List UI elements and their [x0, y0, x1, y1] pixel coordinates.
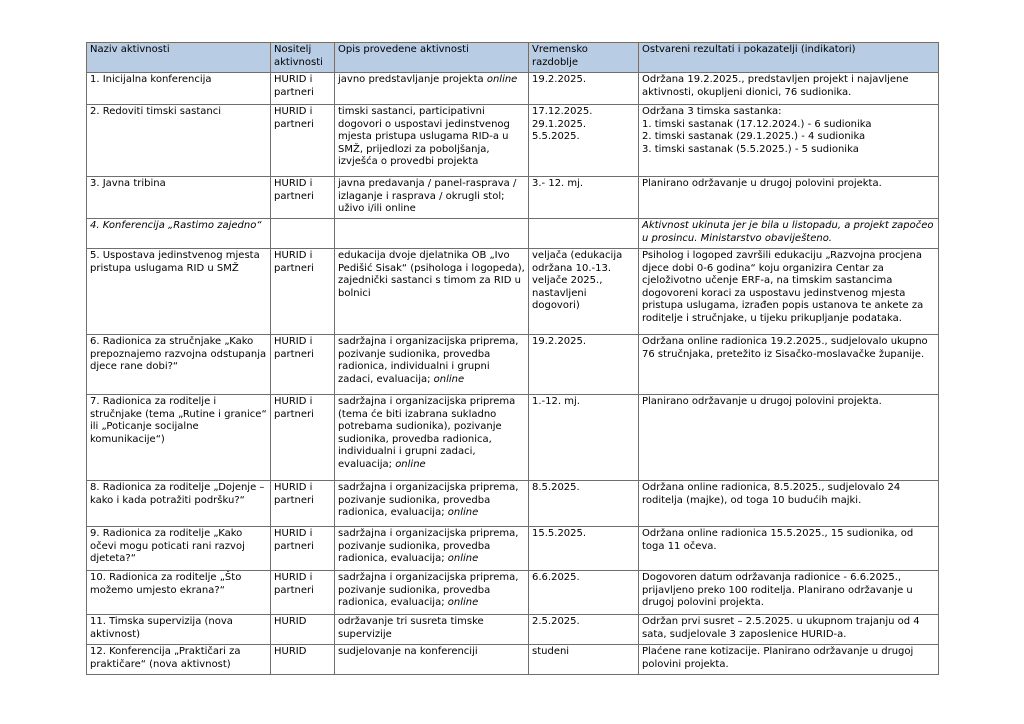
description-text: sadržajna i organizacijska priprema, pozivanje sudionika, provedba radionica, evaluacija; — [338, 572, 519, 608]
activity-holder-cell: HURID i partneri — [271, 395, 335, 481]
activities-table — [86, 42, 939, 675]
description-online-text: online — [447, 553, 479, 564]
table-row — [87, 219, 939, 249]
activity-name-cell: 12. Konferencija „Praktičari za praktičare“ (nova aktivnost) — [87, 645, 271, 675]
table-row — [87, 571, 939, 615]
activity-name-cell: 6. Radionica za stručnjake „Kako prepoznajemo razvojna odstupanja djece rane dobi?“ — [87, 335, 271, 395]
activity-name-cell: 7. Radionica za roditelje i stručnjake (tema „Rutine i granice“ ili „Poticanje socijalne komunikacije“) — [87, 395, 271, 481]
time-period-cell: 3.- 12. mj. — [529, 177, 639, 219]
description-text: edukacija dvoje djelatnika OB „Ivo Pedišić Sisak“ (psihologa i logopeda), zajednički sastanci s timom za RID u bolnici — [338, 250, 525, 299]
activity-holder-cell: HURID — [271, 615, 335, 645]
description-text: javna predavanja / panel-rasprava / izlaganje i rasprava / okrugli stol; uživo i/ili online — [338, 178, 517, 214]
time-period-cell: studeni — [529, 645, 639, 675]
time-period-cell: 2.5.2025. — [529, 615, 639, 645]
description-online-text: online — [395, 458, 426, 470]
description-online-text: online — [447, 507, 479, 518]
time-period-cell: 1.-12. mj. — [529, 395, 639, 481]
header-time-period: Vremensko razdoblje — [529, 43, 639, 73]
activity-holder-cell: HURID i partneri — [271, 105, 335, 177]
header-results: Ostvareni rezultati i pokazatelji (indikatori) — [639, 43, 939, 73]
activity-description-cell — [335, 105, 529, 177]
activity-holder-cell: HURID i partneri — [271, 177, 335, 219]
results-cell: Održana 19.2.2025., predstavljen projekt i najavljene aktivnosti, okupljeni dionici, 76 sudionika. — [639, 73, 939, 105]
results-cell: Plaćene rane kotizacije. Planirano održavanje u drugoj polovini projekta. — [639, 645, 939, 675]
activity-description-cell — [335, 395, 529, 481]
time-period-cell: 17.12.2025. 29.1.2025. 5.5.2025. — [529, 105, 639, 177]
table-row — [87, 645, 939, 675]
description-text: sadržajna i organizacijska priprema, pozivanje sudionika, provedba radionica, individualni i grupni zadaci, evaluacija; — [338, 336, 519, 385]
activity-name-cell: 10. Radionica za roditelje „Što možemo umjesto ekrana?“ — [87, 571, 271, 615]
activity-name-cell: 11. Timska supervizija (nova aktivnost) — [87, 615, 271, 645]
activity-name-cell: 9. Radionica za roditelje „Kako očevi mogu poticati rani razvoj djeteta?“ — [87, 527, 271, 571]
activity-description-cell — [335, 615, 529, 645]
activity-holder-cell: HURID i partneri — [271, 481, 335, 527]
description-text: sadržajna i organizacijska priprema, pozivanje sudionika, provedba radionica, evaluacija; — [338, 528, 519, 564]
results-cell: Aktivnost ukinuta jer je bila u listopadu, a projekt započeo u prosincu. Ministarstvo obaviješteno. — [639, 219, 939, 249]
description-online-text: online — [433, 373, 465, 385]
activity-holder-cell: HURID — [271, 645, 335, 675]
results-cell: Planirano održavanje u drugoj polovini projekta. — [639, 395, 939, 481]
table-row — [87, 395, 939, 481]
header-activity-name: Naziv aktivnosti — [87, 43, 271, 73]
activity-holder-cell: HURID i partneri — [271, 249, 335, 335]
header-activity-description: Opis provedene aktivnosti — [335, 43, 529, 73]
table-header — [87, 43, 939, 73]
results-cell: Psiholog i logoped završili edukaciju „Razvojna procjena djece dobi 0-6 godina“ koju organizira Centar za cjeloživotno učenje ERF-a, na timskim sastancima dogovoreni koraci za uspostavu jedinstvenog mjesta pristupa uslugama, izrađen popis ustanova te ankete za roditelje i stručnjake, u tijeku prikupljanje podataka. — [639, 249, 939, 335]
activity-holder-cell: HURID i partneri — [271, 571, 335, 615]
activity-name-cell: 2. Redoviti timski sastanci — [87, 105, 271, 177]
activity-holder-cell — [271, 219, 335, 249]
activity-holder-cell: HURID i partneri — [271, 73, 335, 105]
table-row — [87, 615, 939, 645]
activity-name-cell: 5. Uspostava jedinstvenog mjesta pristupa uslugama RID u SMŽ — [87, 249, 271, 335]
table-row — [87, 481, 939, 527]
table-row — [87, 177, 939, 219]
activity-description-cell — [335, 527, 529, 571]
time-period-cell — [529, 219, 639, 249]
results-cell: Održana online radionica 19.2.2025., sudjelovalo ukupno 76 stručnjaka, pretežito iz Sisačko-moslavačke županije. — [639, 335, 939, 395]
activity-holder-cell: HURID i partneri — [271, 527, 335, 571]
time-period-cell: 15.5.2025. — [529, 527, 639, 571]
description-text: timski sastanci, participativni dogovori o uspostavi jedinstvenog mjesta pristupa uslugama RID-a u SMŽ, prijedlozi za poboljšanja, izvješća o provedbi projekta — [338, 106, 510, 167]
table-row — [87, 73, 939, 105]
activity-description-cell — [335, 481, 529, 527]
results-cell: Dogovoren datum održavanja radionice - 6.6.2025., prijavljeno preko 100 roditelja. Planirano održavanje u drugoj polovini projekta. — [639, 571, 939, 615]
activity-description-cell — [335, 335, 529, 395]
table-row — [87, 249, 939, 335]
table-row — [87, 105, 939, 177]
activity-description-cell — [335, 73, 529, 105]
description-online-text: online — [447, 597, 479, 608]
time-period-cell: veljača (edukacija održana 10.-13. veljače 2025., nastavljeni dogovori) — [529, 249, 639, 335]
activity-holder-cell: HURID i partneri — [271, 335, 335, 395]
description-text: javno predstavljanje projekta — [338, 74, 487, 85]
time-period-cell: 6.6.2025. — [529, 571, 639, 615]
description-text: sudjelovanje na konferenciji — [338, 646, 478, 657]
results-cell: Održana 3 timska sastanka: 1. timski sastanak (17.12.2024.) - 6 sudionika 2. timski sastanak (29.1.2025.) - 4 sudionika 3. timski sastanak (5.5.2025.) - 5 sudionika — [639, 105, 939, 177]
activity-description-cell — [335, 249, 529, 335]
description-text: sadržajna i organizacijska priprema (tema će biti izabrana sukladno potrebama sudionika), pozivanje sudionika, provedba radionica, individualni i grupni zadaci, evaluacija; — [338, 396, 516, 470]
description-online-text: online — [486, 74, 518, 85]
results-cell: Planirano održavanje u drugoj polovini projekta. — [639, 177, 939, 219]
time-period-cell: 19.2.2025. — [529, 335, 639, 395]
results-cell: Održana online radionica, 8.5.2025., sudjelovalo 24 roditelja (majke), od toga 10 budućih majki. — [639, 481, 939, 527]
activity-name-cell: 4. Konferencija „Rastimo zajedno“ — [87, 219, 271, 249]
activity-description-cell — [335, 177, 529, 219]
table-row — [87, 335, 939, 395]
description-text: održavanje tri susreta timske supervizije — [338, 616, 484, 640]
activity-name-cell: 1. Inicijalna konferencija — [87, 73, 271, 105]
activity-name-cell: 8. Radionica za roditelje „Dojenje – kako i kada potražiti podršku?“ — [87, 481, 271, 527]
time-period-cell: 19.2.2025. — [529, 73, 639, 105]
results-cell: Održan prvi susret – 2.5.2025. u ukupnom trajanju od 4 sata, sudjelovale 3 zaposlenice HURID-a. — [639, 615, 939, 645]
header-activity-holder: Nositelj aktivnosti — [271, 43, 335, 73]
time-period-cell: 8.5.2025. — [529, 481, 639, 527]
activity-description-cell — [335, 571, 529, 615]
table-body — [87, 73, 939, 675]
description-text: sadržajna i organizacijska priprema, pozivanje sudionika, provedba radionica, evaluacija; — [338, 482, 519, 518]
activity-description-cell — [335, 645, 529, 675]
activity-name-cell: 3. Javna tribina — [87, 177, 271, 219]
results-cell: Održana online radionica 15.5.2025., 15 sudionika, od toga 11 očeva. — [639, 527, 939, 571]
table-row — [87, 527, 939, 571]
activity-description-cell — [335, 219, 529, 249]
